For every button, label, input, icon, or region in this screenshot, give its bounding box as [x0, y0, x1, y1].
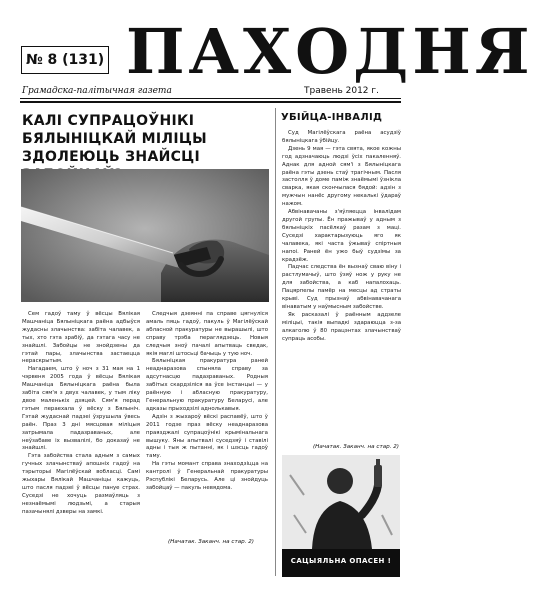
column-divider	[275, 108, 276, 576]
masthead-rule-bottom	[20, 101, 401, 103]
newspaper-tagline: Грамадска-палітычная газета	[22, 86, 172, 96]
main-headline: КАЛІ СУПРАЦОЎНІКІ БЯЛЫНІЦКАЙ МІЛІЦЫ ЗДОЛЕЮЦЬ ЗНАЙСЦІ	[22, 113, 207, 165]
paragraph: Падчас следства ён вызнаў сваю віну і растлумачыў, што ўзяў нож у руку не для забойства, а каб напалохаць. Пацярпелы памёр на месцы ад страты крыві. Суд прызнаў абвінавачанага вінаватым у наўмысным забойстве.	[282, 264, 401, 310]
paragraph: Сем гадоў таму ў вёсцы Вялікая Машчаніца Бялыніцкага раёна адбыўся жудасны злачынства: забіта чалавек, а тых, хто гэта зрабіў, да гэтага часу не знайшлі. Забойцы не знойдзены да гэтай пары, злачынства застаецца нераскрытым.	[22, 311, 140, 365]
issue-date: Травень 2012 г.	[304, 86, 379, 96]
sidebar-article-continuation: (Начатак. Заканч. на стар. 2)	[313, 444, 399, 450]
knife-in-hand-photo-icon	[21, 169, 269, 302]
paragraph: Як расказалі ў раённым аддзеле міліцыі, такія выпадкі здараюцца з-за алкаголю ў 80 працэнтах злачынстваў супраць асобы.	[282, 311, 401, 342]
paragraph: Нагадаем, што ў ноч з 31 мая на 1 чэрвеня 2005 года ў вёсцы Вялікая Машчаніца Бялыніцкага раёна была забіта сям'я з двух чалавек, у тым ліку двое маленькіх дзяцей. Сям'я перад гэтым пераехала ў вёску з Бялыніч. Гэтай жудаснай падзеі ўзрушыла ўвесь раён. Праз 3 дні мясцовая міліцыя затрымала падазраваных, але неўзабаве іх вызвалілі, бо доказаў не знайшлі.	[22, 366, 140, 452]
paragraph: Следчыя дзеянні па справе цягнуліся амаль пяць гадоў, пакуль ў Магілёўскай абласной пракуратуры не вырашылі, што справу трэба пераглядзець. Новыя следчыя зноў пачалі апытваць сведак, якія маглі штосьці бачыць у тую ноч.	[146, 311, 268, 357]
paragraph: На гэты момант справа знаходзіцца на кантролі ў Генеральнай пракуратуры Рэспублікі Беларусь. Але ці знойдуць забойцаў — пакуль невядома.	[146, 461, 268, 491]
sidebar-article-text	[282, 130, 401, 442]
main-article-column-2	[146, 311, 268, 537]
poster-caption: САЦЫЯЛЬНА ОПАСЕН !	[290, 557, 392, 565]
man-with-bottle-illustration-icon	[282, 455, 400, 549]
paragraph: Суд Магілёўскага раёна асудзіў бялыніцкага ўбійцу.	[282, 130, 401, 144]
knife-photo	[21, 169, 269, 302]
newspaper-title: ПАХОДНЯ	[126, 15, 534, 88]
paragraph: Абвінавачаны з'яўляецца інвалідам другой групы. Ён пражываў у адным з бялыніцкіх пасёлкаў разам з маці. Суседзі характарызуюць яго як чалавека, які часта ўжываў спіртныя напоі. Раней ён ужо быў судзімы за крадзёж.	[282, 209, 401, 263]
paragraph: Дзень 9 мая — гэта свята, якое кожны год адзначаюць людзі ўсіх пакаленняў. Аднак для адной сям'і з Бялыніцкага раёна гэты дзень стаў трагічным. Пасля застолля ў доме паміж знаёмымі ўзнікла сварка, якая скончылася бядой: адзін з мужчын нанёс другому некалькі ўдараў нажом.	[282, 145, 401, 208]
paragraph: Бялыніцкая пракуратура раней неаднаразова спыняла справу за адсутнасцю падазраваных. Родныя забітых скардзіліся ва ўсе інстанцыі — у раённую і абласную пракуратуру, Генеральную пракуратуру Беларусі, але адказы прыходзілі аднолькавыя.	[146, 358, 268, 412]
masthead-rule-top	[20, 98, 401, 99]
paragraph: Адзін з жыхароў вёскі распавёў, што ў 2011 годзе праз вёску неаднаразова праязджалі супрацоўнікі крымінальнага вышуку. Яны апытвалі суседзяў і ставілі адны і тыя ж пытанні, як і шэсць гадоў таму.	[146, 413, 268, 460]
paragraph: Гэта забойства стала адным з самых гучных злачынстваў апошніх гадоў на тэрыторыі Магілёўскай вобласці. Самі жыхары Вялікай Машчаніцы кажуць, што пасля падзеі ў вёсцы пануе страх. Суседзі не хочуць размаўляць з незнаёмымі людзьмі, а старыя пазачынялі дзверы на замкі.	[22, 453, 140, 515]
issue-number: № 8 (131)	[21, 46, 109, 74]
sidebar-headline: УБІЙЦА-ІНВАЛІД	[281, 112, 383, 123]
main-article-column-1	[22, 311, 140, 573]
social-danger-poster	[282, 455, 400, 577]
main-article-continuation: (Начатак. Заканч. на стар. 2)	[168, 539, 254, 545]
